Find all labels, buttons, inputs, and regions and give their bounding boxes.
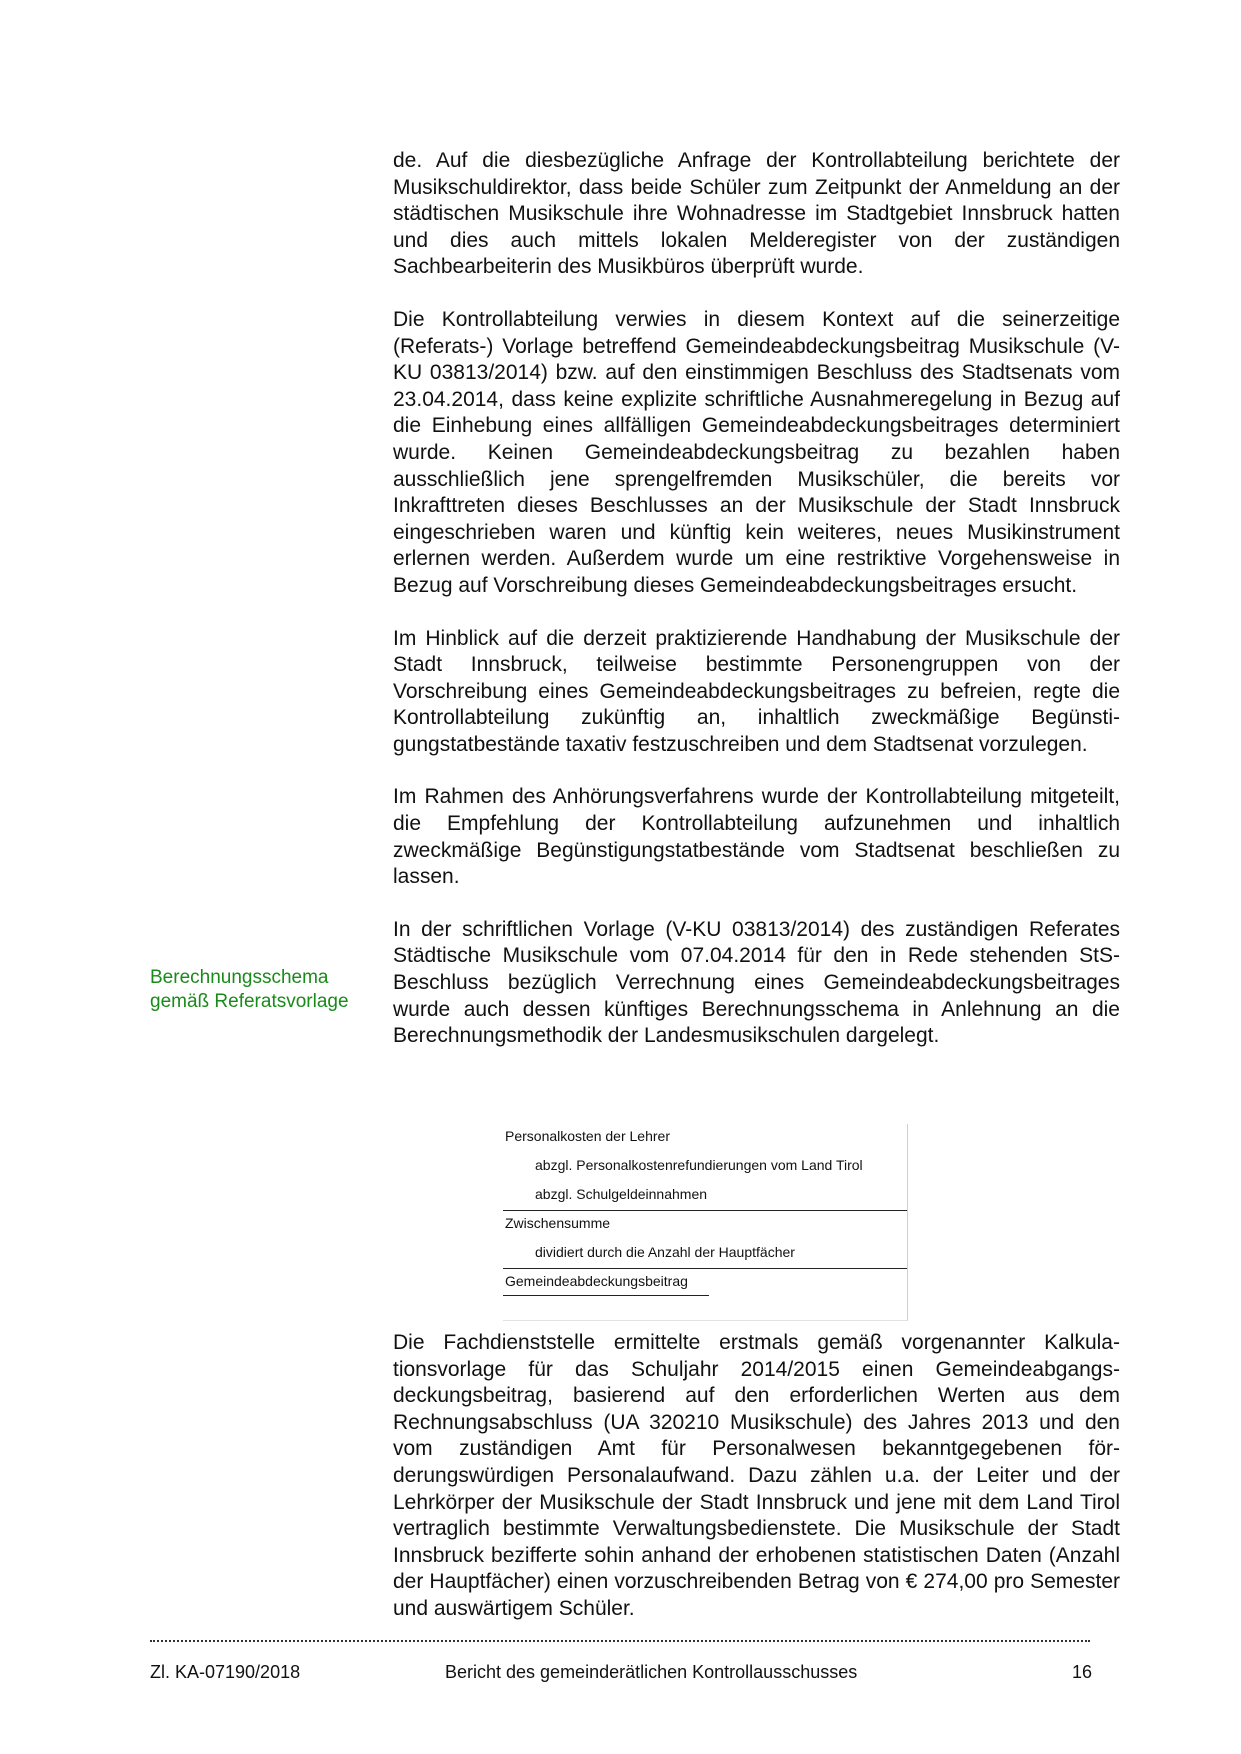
calc-result-underline [503,1295,709,1296]
main-text-column [393,148,1120,1076]
margin-note-line-1: Berechnungsschema [150,967,329,988]
calc-row-refundierungen: abzgl. Personalkostenrefundierungen vom Land Tirol [535,1157,863,1173]
paragraph-3: Im Hinblick auf die derzeit praktizierende Handhabung der Musikschule der Stadt Innsbruck, teilweise bestimmte Personengruppen von der Vorschreibung eines Gemeindeabdeckungsbeitrages zu befreien, regte die Kontrollabteilung zukünftig an, inhaltlich zweckmäßige Begünstigungstatbestände taxativ festzuschreiben und dem Stadtsenat vorzulegen. [393,626,1120,756]
margin-note [150,966,380,1013]
calc-row-dividiert: dividiert durch die Anzahl der Hauptfächer [535,1244,795,1260]
calc-row-gemeindeabdeckungsbeitrag: Gemeindeabdeckungsbeitrag [505,1273,688,1289]
calc-row-personalkosten: Personalkosten der Lehrer [505,1128,670,1144]
paragraph-6: Die Fachdienststelle ermittelte erstmals gemäß vorgenannter Kalkulationsvorlage für das Schuljahr 2014/2015 einen Gemeindeabgangsdeckungsbeitrag, basierend auf den erforderlichen Werten aus dem Rechnungsabschluss (UA 320210 Musikschule) des Jahres 2013 und den vom zuständigen Amt für Personalwesen bekanntgegebenen förderungswürdigen Personalaufwand. Dazu zählen u.a. der Leiter und der Lehrkörper der Musikschule der Stadt Innsbruck und jene mit dem Land Tirol vertraglich bestimmte Verwaltungsbedienstete. Die Musikschule der Stadt Innsbruck bezifferte sohin anhand der erhobenen statistischen Daten (Anzahl der Hauptfächer) einen vorzuschreibenden Betrag von € 274,00 pro Semester und auswärtigem Schüler. [393,1331,1120,1620]
paragraph-5: In der schriftlichen Vorlage (V-KU 03813/2014) des zuständigen Referates Städtische Musikschule vom 07.04.2014 für den in Rede stehenden StS-Beschluss bezüglich Verrechnung eines Gemeindeabdeckungsbeitrages wurde auch dessen künftiges Berechnungsschema in Anlehnung an die Berechnungsmethodik der Landesmusikschulen dargelegt. [393,917,1120,1048]
paragraph-4: Im Rahmen des Anhörungsverfahrens wurde der Kontrollabteilung mitgeteilt, die Empfehlung der Kontrollabteilung aufzunehmen und inhaltlich zweckmäßige Begünstigungstatbestände vom Stadtsenat beschließen zu lassen. [393,785,1120,889]
calc-row-schulgeld: abzgl. Schulgeldeinnahmen [535,1186,708,1202]
calc-separator-1 [503,1210,907,1211]
page-number: 16 [1072,1662,1093,1682]
margin-note-line-2: gemäß Referatsvorlage [150,990,349,1012]
paragraph-1: de. Auf die diesbezügliche Anfrage der Kontrollabteilung berichtete der Musikschuldirektor, dass beide Schüler zum Zeitpunkt der Anmeldung an der städtischen Musikschule ihre Wohnadresse im Stadtgebiet Innsbruck hatten und dies auch mittels lokalen Melderegister von der zuständigen Sachbearbeiterin des Musikbüros überprüft wurde. [393,149,1120,279]
footer-dotted-rule [150,1640,1090,1642]
footer-title: Bericht des gemeinderätlichen Kontrollausschusses [445,1662,858,1682]
paragraph-2: Die Kontrollabteilung verwies in diesem Kontext auf die seinerzeitige (Referats-) Vorlage betreffend Gemeindeabdeckungsbeitrag Musikschule (V-KU 03813/2014) bzw. auf den einstimmigen Beschluss des Stadtsenats vom 23.04.2014, dass keine explizite schriftliche Ausnahmeregelung in Bezug auf die Einhebung eines allfälligen Gemeindeabdeckungsbeitrages determiniert wurde. Keinen Gemeindeabdeckungsbeitrag zu bezahlen haben ausschließlich jene sprengelfremden Musikschüler, die bereits vor Inkrafttreten dieses Beschlusses an der Musikschule der Stadt Innsbruck eingeschrieben waren und künftig kein weiteres, neues Musikinstrument erlernen werden. Außerdem wurde um eine restriktive Vorgehensweise in Bezug auf Vorschreibung dieses Gemeindeabdeckungsbeitrages ersucht. [393,307,1120,597]
calc-row-zwischensumme: Zwischensumme [505,1215,611,1231]
main-text-column-lower [393,1330,1120,1649]
footer-reference: Zl. KA-07190/2018 [150,1662,301,1682]
calculation-scheme [503,1124,908,1321]
calc-separator-2 [503,1268,907,1269]
